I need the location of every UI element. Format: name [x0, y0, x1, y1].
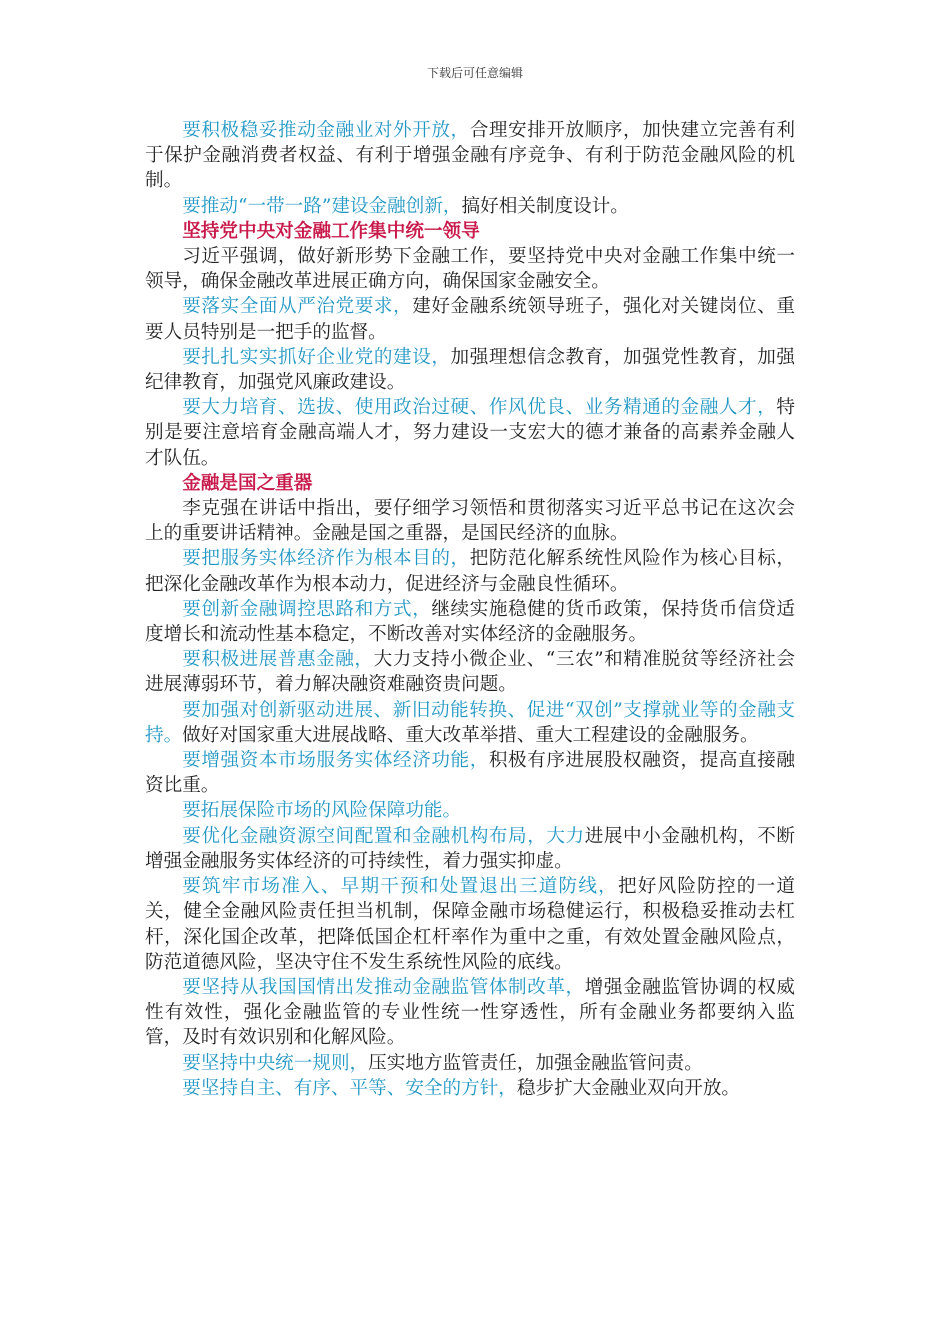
section-heading [145, 471, 795, 496]
paragraph [145, 194, 795, 219]
paragraph-text: 积极有序进展股权融资，提高直接融资比重。 [145, 750, 795, 797]
paragraph [145, 345, 795, 395]
paragraph [145, 1051, 795, 1076]
paragraph-text: 大力支持小微企业、“三农”和精准脱贫等经济社会进展薄弱环节，着力解决融资难融资贵问题。 [145, 649, 795, 696]
paragraph [145, 824, 795, 874]
paragraph [145, 647, 795, 697]
paragraph-text: 建好金融系统领导班子，强化对关键岗位、重要人员特别是一把手的监督。 [145, 296, 795, 343]
paragraph-highlight: 要推动“一带一路”建设金融创新， [182, 195, 462, 217]
document-body [145, 118, 795, 1101]
paragraph [145, 294, 795, 344]
paragraph-text: 特别是要注意培育金融高端人才，努力建设一支宏大的德才兼备的高素养金融人才队伍。 [145, 397, 795, 469]
paragraph [145, 496, 795, 546]
paragraph [145, 244, 795, 294]
paragraph-highlight: 要积极进展普惠金融， [182, 649, 374, 671]
paragraph-highlight: 要坚持自主、有序、平等、安全的方针， [182, 1077, 517, 1099]
paragraph [145, 546, 795, 596]
paragraph [145, 597, 795, 647]
paragraph-highlight: 要拓展保险市场的风险保障功能。 [182, 800, 462, 822]
paragraph [145, 395, 795, 471]
section-heading-text: 坚持党中央对金融工作集中统一领导 [182, 220, 480, 242]
paragraph-text: 做好对国家重大进展战略、重大改革举措、重大工程建设的金融服务。 [182, 724, 759, 746]
paragraph [145, 698, 795, 748]
paragraph-text: 李克强在讲话中指出，要仔细学习领悟和贯彻落实习近平总书记在这次会上的重要讲话精神。金融是国之重器，是国民经济的血脉。 [145, 498, 795, 545]
paragraph-text: 加强理想信念教育，加强党性教育，加强纪律教育，加强党风廉政建设。 [145, 346, 795, 394]
paragraph-text: 习近平强调，做好新形势下金融工作，要坚持党中央对金融工作集中统一领导，确保金融改革进展正确方向，确保国家金融安全。 [145, 246, 795, 293]
paragraph-text: 进展中小金融机构，不断增强金融服务实体经济的可持续性，着力强实抑虚。 [145, 825, 795, 872]
paragraph-highlight: 要优化金融资源空间配置和金融机构布局，大力 [182, 825, 585, 847]
paragraph-highlight: 要创新金融调控思路和方式， [182, 598, 432, 620]
paragraph-text: 把好风险防控的一道关，健全金融风险责任担当机制，保障金融市场稳健运行，积极稳妥推动去杠杆，深化国企改革，把降低国企杠杆率作为重中之重，有效处置金融风险点，防范道德风险，坚决守住不发生系统性风险的底线。 [145, 876, 795, 973]
paragraph-highlight: 要坚持从我国国情出发推动金融监管体制改革， [182, 976, 585, 998]
paragraph [145, 975, 795, 1051]
paragraph-highlight: 要把服务实体经济作为根本目的， [182, 548, 470, 570]
page-header: 下载后可任意编辑 [426, 66, 523, 80]
paragraph-text: 搞好相关制度设计。 [461, 195, 629, 217]
paragraph [145, 118, 795, 194]
paragraph-highlight: 要坚持中央统一规则， [182, 1052, 369, 1074]
paragraph-text: 压实地方监管责任，加强金融监管问责。 [368, 1052, 703, 1074]
paragraph-highlight: 要加强对创新驱动进展、新旧动能转换、促进“双创”支撑就业等的金融支持。 [145, 699, 795, 746]
paragraph-text: 增强金融监管协调的权威性有效性，强化金融监管的专业性统一性穿透性，所有金融业务都要纳入监管，及时有效识别和化解风险。 [145, 976, 795, 1049]
paragraph-highlight: 要扎扎实实抓好企业党的建设， [182, 346, 451, 368]
paragraph-highlight: 要筑牢市场准入、早期干预和处置退出三道防线， [182, 876, 618, 898]
section-heading-text: 金融是国之重器 [182, 472, 313, 494]
section-heading [145, 219, 795, 244]
paragraph-text: 继续实施稳健的货币政策，保持货币信贷适度增长和流动性基本稳定，不断改善对实体经济的金融服务。 [145, 598, 795, 646]
paragraph-highlight: 要积极稳妥推动金融业对外开放， [182, 120, 470, 141]
paragraph-highlight: 要大力培育、选拔、使用政治过硬、作风优良、业务精通的金融人才， [182, 397, 777, 419]
paragraph-text: 合理安排开放顺序，加快建立完善有利于保护金融消费者权益、有利于增强金融有序竞争、有利于防范金融风险的机制。 [145, 120, 795, 192]
paragraph-highlight: 要落实全面从严治党要求， [182, 296, 413, 318]
paragraph [145, 748, 795, 798]
paragraph [145, 1076, 795, 1101]
paragraph-highlight: 要增强资本市场服务实体经济功能， [182, 750, 489, 772]
paragraph [145, 874, 795, 975]
paragraph-text: 把防范化解系统性风险作为核心目标，把深化金融改革作为根本动力，促进经济与金融良性循环。 [145, 548, 795, 595]
paragraph [145, 798, 795, 823]
paragraph-text: 稳步扩大金融业双向开放。 [516, 1077, 741, 1099]
